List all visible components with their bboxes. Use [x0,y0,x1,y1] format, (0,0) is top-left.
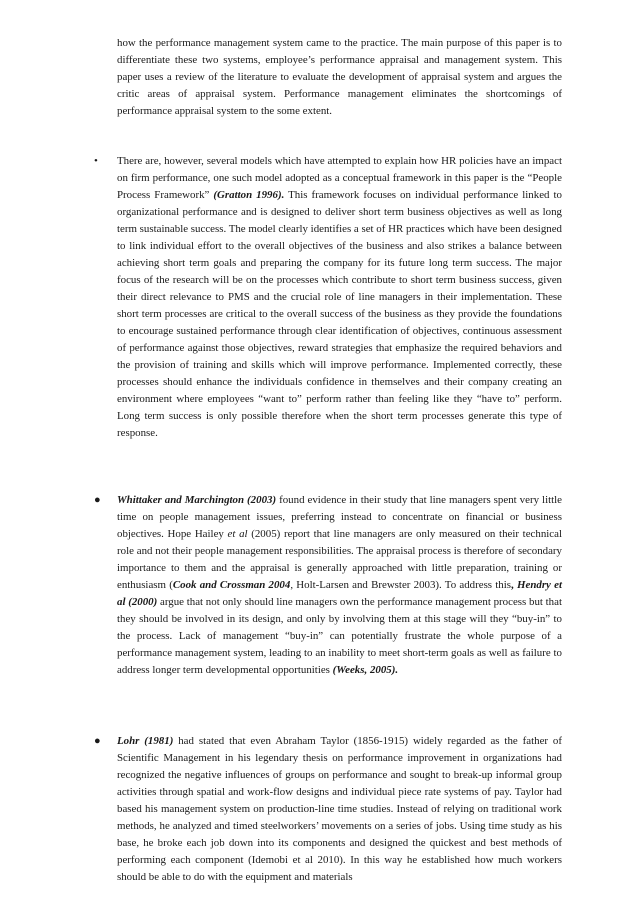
et-al-italic: et al [227,528,248,540]
paragraph-lohr-taylor [117,733,562,886]
citation-whittaker-marchington: Whittaker and Marchington (2003) [117,494,277,506]
bold-comma: , [511,579,514,591]
paragraph-text: had stated that even Abraham Taylor (1856-1915) widely regarded as the father of Scientific Management in his legendary thesis on performance improvement in organizations had recognized the negative influences of groups on performance and sought to break-up informal group activities through spatial and work-flow designs and individual piece rate systems of pay. Taylor had based his management system on production-line time studies. Instead of relying on traditional work methods, he analyzed and timed steelworkers’ movements on a series of jobs. Using time study as his base, he broke each job down into its components and designed the quickest and best methods of performing each component (Idemobi et al 2010). In this way he established how much workers should be able to do with the equipment and materials [117,735,562,883]
paragraph-text: argue that not only should line managers own the performance management process but that they should be involved in its design, and only by involving them at this stage will they “buy-in” to the process. Lack of management “buy-in” can potentially frustrate the whole purpose of a performance management system, leading to an inability to meet short-term goals as well as failure to address longer term developmental opportunities [117,596,562,676]
paragraph-text: (2005) report that line managers are only measured on their technical role and not their people management responsibilities. The appraisal process is therefore of secondary importance to them and the appraisal is generally approached with little preparation, training or enthusiasm ( [117,528,562,591]
citation-weeks: (Weeks, 2005). [332,664,399,676]
citation-lohr: Lohr (1981) [117,735,174,747]
bullet-1: • [94,155,98,167]
bullet-3: ● [94,735,101,747]
paragraph-text: , Holt-Larsen and Brewster 2003). To address this [290,579,512,591]
paragraph-text: found evidence in their study that line managers spent very little time on people management issues, preferring instead to concentrate on financial or business objectives. Hope Hailey [117,494,563,540]
paragraph-text: how the performance management system came to the practice. The main purpose of this paper is to differentiate these two systems, employee’s performance appraisal and management system. This paper uses a review of the literature to evaluate the development of appraisal system and argues the critic areas of appraisal system. Performance management eliminates the shortcomings of performance appraisal system to the some extent. [117,37,562,117]
paragraph-text: This framework focuses on individual performance linked to organizational performance and is designed to deliver short term business objectives as well as long term sustainable success. The model clearly identifies a set of HR practices which have been designed to link individual effort to the overall objectives of the business and also strikes a balance between achieving short term goals and preparing the company for its future long term success. The major focus of the research will be on the processes which contribute to short term business success, given their direct relevance to PMS and the crucial role of line managers in their implementation. These short term processes are critical to the overall success of the business as they provide the foundations to encourage sustained performance through clear identification of objectives, continuous assessment of performance against those objectives, reward strategies that emphasize the required behaviors and the provision of training and skills which will improve performance. Implemented correctly, these processes should enhance the individuals confidence in themselves and their company creating an environment where employees “want to” perform rather than feeling like they “have to” perform. Long term success is only possible therefore when the short term processes generate this type of response. [117,189,562,439]
citation-gratton: (Gratton 1996). [213,189,285,201]
citation-hendry: Hendry et al (2000) [117,579,562,608]
bullet-2: ● [94,494,101,506]
citation-cook-crossman: Cook and Crossman 2004 [172,579,291,591]
paragraph-intro-continuation [117,35,562,120]
paragraph-text: There are, however, several models which have attempted to explain how HR policies have an impact on firm performance, one such model adopted as a conceptual framework in this paper is the “People Process Framework” [117,155,562,201]
paragraph-people-process-framework [117,153,562,442]
paragraph-line-managers [117,492,562,679]
